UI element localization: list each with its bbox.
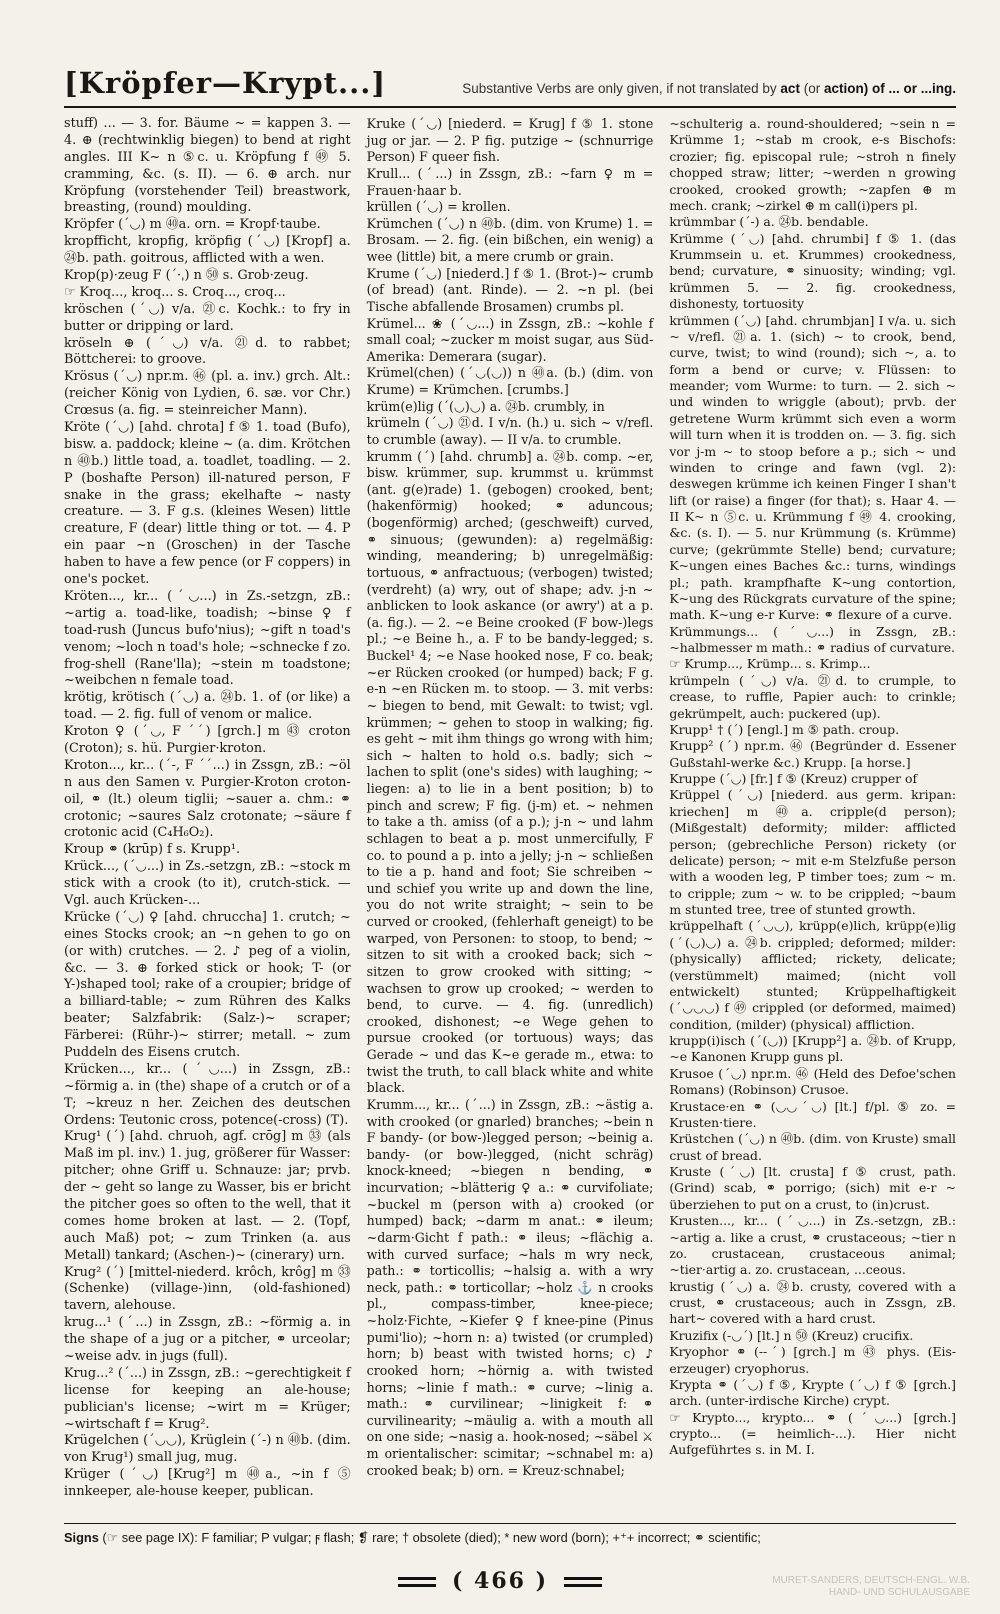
dictionary-entry: Krümmungs... (ˊ◡...) in Zssgn, zB.: ~halbmesser m math.: ⚭ radius of curvature. bbox=[669, 623, 956, 655]
footer-rule bbox=[64, 1523, 956, 1524]
dictionary-entry: Kröpfer (ˊ◡) m ㊵a. orn. = Kropf·taube. bbox=[64, 217, 321, 233]
column-left bbox=[64, 116, 351, 1501]
header-note-action: action) bbox=[823, 81, 869, 96]
dictionary-entry: krupp(i)isch (ˊ(◡)) [Krupp²] a. ㉔b. of Krupp, ~e Kanonen Krupp guns pl. bbox=[669, 1033, 956, 1065]
dictionary-entry: Kryophor ⚭ (--ˊ) [grch.] m ㊸ phys. (Eis-erzeuger) cryophorus. bbox=[669, 1344, 956, 1376]
dictionary-entry: Kröten..., kr... (ˊ◡...) in Zs.-setzgn, zB.: ~artig a. toad-like, toadish; ~binse ♀ f toad-rush (Juncus bufo'nius); ~gift n toad's venom; ~loch n toad's hole; ~schnecke f zo. frog-shell (Rane'lla); ~stein m toadstone; ~weibchen n female toad. bbox=[64, 588, 351, 689]
dictionary-entry: Krypta ⚭ (ˊ◡) f ⑤, Krypte (ˊ◡) f ⑤ [grch.] arch. (unter-irdische Kirche) crypt. bbox=[669, 1376, 956, 1409]
column-middle bbox=[367, 116, 654, 1501]
page-header bbox=[64, 60, 956, 108]
dictionary-entry: Krümel(chen) (ˊ◡(◡)) n ㊵a. (b.) (dim. von Krume) = Krümchen. [crumbs.] bbox=[366, 365, 654, 397]
dictionary-entry: kropfficht, kropfig, kröpfig (ˊ◡) [Kropf] a. ㉔b. path. goitrous, afflicted with a wen. bbox=[64, 234, 351, 267]
dictionary-entry: ~schulterig a. round-shouldered; ~sein n = Krümme 1; ~stab m crook, e-s Bischofs: crozier; fig. episcopal rule; ~stroh n finely chopped straw; litter; ~werden n growing crooked, crooked growth; ~zapfen ⊕ m mech. crank; ~zirkel ⊕ m call(i)pers pl. bbox=[669, 116, 956, 213]
dictionary-entry: Krück..., (ˊ◡...) in Zs.-setzgn, zB.: ~stock m stick with a crook (to it), crutch-stick. — Vgl. auch Krücken-... bbox=[64, 859, 351, 908]
dictionary-entry: kröschen (ˊ◡) v/a. ㉑c. Kochk.: to fry in butter or dripping or lard. bbox=[64, 301, 351, 334]
dictionary-entry: Kruzifix (-◡ˊ) [lt.] n ㊿ (Kreuz) crucifix. bbox=[669, 1327, 914, 1343]
dictionary-entry: Kroup ⚭ (krūp) f s. Krupp¹. bbox=[64, 842, 241, 858]
dictionary-entry: Krumm..., kr... (ˊ...) in Zssgn, zB.: ~ästig a. with crooked (or gnarled) branches; ~bein n F bandy- (or bow-)legged person; ~beinig a. bandy- (or bow-)legged, (nicht schräg) knock-kneed; ~biegen n bending, ⚭ incurvation; ~blätterig ♀ a.: ⚭ curvifoliate; ~buckel m (person with a) crooked (or humped) back; ~darm m anat.: ⚭ ileum; ~darm·Gicht f path.: ⚭ ileus; ~flächig a. with curved surface; ~hals m wry neck, path.: ⚭ torticollis; ~halsig a. with a wry neck, path.: ⚭ torticollar; ~holz ⚓ n crooks pl., compass-timber, knee-piece; ~holz·Fichte, ~Kiefer ♀ f knee-pine (Pinus pumi'lio); ~horn n: a) twisted (or crumpled) horn; b) beast with twisted horns; c) ♪ crooked horn; ~hörnig a. with twisted horns; ~linie f math.: ⚭ curve; ~linig a. math.: ⚭ curvilinear; ~linigkeit f: ⚭ curvilinearity; ~mäulig a. with a mouth all on one side; ~nasig a. hook-nosed; ~säbel ⚔ m orientalischer: scimitar; ~schnabel m: a) crooked beak; b) orn. = Kreuz·schnabel; bbox=[366, 1096, 654, 1478]
dictionary-entry: Krop(p)·zeug F (ˊ·ˌ) n ㊿ s. Grob·zeug. bbox=[64, 268, 309, 284]
dictionary-entry: Krüppel (ˊ◡) [niederd. aus germ. kripan: kriechen] m ㊵a. cripple(d person); (Mißgestalt) deformity; milder: afflicted person; (gebrechliche Person) rickety (or delicate) person; ~ mit e-m Stelzfuße person with a wooden leg, P timber toes; zum ~ m. to cripple; zum ~ w. to be crippled; ~baum m stunted tree, tree of stunted growth. bbox=[669, 787, 956, 917]
dictionary-entry: Krümel... ❀ (ˊ◡...) in Zssgn, zB.: ~kohle f small coal; ~zucker m moist sugar, aus Süd-Amerika: Demerara (sugar). bbox=[366, 315, 654, 364]
header-note-of: of ... or ...ing. bbox=[872, 81, 956, 96]
signs-label: Signs bbox=[64, 1530, 99, 1545]
dictionary-entry: Krüstchen (ˊ◡) n ㊵b. (dim. von Kruste) small crust of bread. bbox=[669, 1131, 956, 1163]
dictionary-entry: krümmbar (ˊ-) a. ㉔b. bendable. bbox=[669, 214, 869, 230]
dictionary-entry: krümeln (ˊ◡) ㉑d. I v/n. (h.) u. sich ~ v/refl. to crumble (away). — II v/a. to crumble. bbox=[366, 415, 654, 447]
dictionary-entry: Krustace·en ⚭ (◡◡ˊ◡) [lt.] f/pl. ⑤ zo. = Krusten·tiere. bbox=[669, 1098, 956, 1130]
stamp-line-1: MURET-SANDERS, DEUTSCH-ENGL. W.B. bbox=[772, 1575, 970, 1586]
dictionary-entry: Kruppe (ˊ◡) [fr.] f ⑤ (Kreuz) crupper of bbox=[669, 771, 918, 786]
dictionary-entry: Krücken..., kr... (ˊ◡...) in Zssgn, zB.: ~förmig a. in (the) shape of a crutch or of a T; ~kreuz n her. Zeichen des deutschen Ordens: Teutonic cross, potence(-cross) (T). bbox=[64, 1061, 351, 1128]
dictionary-entry: krumm (ˊ) [ahd. chrumb] a. ㉔b. comp. ~er, bisw. krümmer, sup. krummst u. krümmst (ant. g(e)rade) 1. (gebogen) crooked, bent; (hakenförmig) hooked; ⚭ aduncous; (bogenförmig) arched; (geschweift) curved, ⚭ sinuous; (gewunden): a) regelmäßig: winding, meandering; b) unregelmäßig: tortuous, ⚭ anfractuous; (verbogen) twisted; (verdreht) (a) wry, out of shape; adv. j-n ~ anblicken to look askance (or awry') at a p. (a. fig.). — 2. ~e Beine crooked (F bow-)legs pl.; ~e Beine h., a. F to be bandy-legged; s. Buckel¹ 4; ~e Nase hooked nose, F co. beak; ~er Rücken crooked (or humped) back; F g. e-n ~en Rücken m. to stoop. — 3. mit verbs: ~ biegen to bend, mit Gewalt: to twist; vgl. krümmen; ~ gehen to stoop in walking; fig. es geht ~ mit ihm things go wrong with him; sich ~ halten to hold o.s. badly; sich ~ lachen to split (one's sides) with laughing; ~ liegen: a) to lie in a bent position; b) to pinch and screw; F fig. (j-m) et. ~ nehmen to take a th. amiss (of a p.); j-n ~ und lahm schlagen to beat a p. most unmercifully, F co. to pound a p. into a jelly; j-n ~ schließen to tie a p. hand and foot; Sie schreiben ~ und schief you write up and down the line, you do not write straight; ~ sein to be curved or crooked, (fehlerhaft geneigt) to be warped, von Personen: to stoop, to bend; ~ sitzen to sit with a crooked back; sich ~ sitzen to grow crooked with sitting; ~ wachsen to grow up crooked; ~ werden to bend, to curve. — 4. fig. (unredlich) crooked, dishonest; ~e Wege gehen to pursue crooked (or tortuous) ways; das Gerade ~ und das K~e gerade m., etwa: to twist the truth, to call black white and white black. bbox=[366, 448, 654, 1096]
faded-stamp bbox=[770, 1575, 970, 1599]
page-title: [Kröpfer—Krypt...] bbox=[64, 66, 387, 100]
dictionary-entry: Krug² (ˊ) [mittel-niederd. krôch, krôg] m ㉝ (Schenke) (village-)inn, (old-fashioned) tavern, alehouse. bbox=[64, 1264, 351, 1314]
header-note-act: act bbox=[780, 81, 800, 96]
dictionary-entry: Krug...² (ˊ...) in Zssgn, zB.: ~gerechtigkeit f license for keeping an ale-house; publician's license; ~wirt m = Krüger; ~wirtschaft f = Krug². bbox=[64, 1365, 351, 1432]
dictionary-entry: ☞ Krump..., Krümp... s. Krimp... bbox=[669, 656, 871, 672]
dictionary-entry: Krusten..., kr... (ˊ◡...) in Zs.-setzgn, zB.: ~artig a. like a crust, ⚭ crustaceous; ~tier n zo. crustacean, crustaceous animal; ~tier·artig a. zo. crustacean, ...ceous. bbox=[669, 1213, 956, 1278]
signs-text: F familiar; P vulgar; ϝ flash; ❡ rare; † obsolete (died); * new word (born); +⁺+ incorrect; ⚭ scientific; bbox=[201, 1530, 761, 1545]
dictionary-entry: ☞ Krypto..., krypto... ⚭ (ˊ◡...) [grch.] crypto... (= heimlich-...). Hier nicht Aufgeführtes s. in M. I. bbox=[669, 1409, 956, 1458]
dictionary-entry: Krügelchen (ˊ◡◡), Krüglein (ˊ-) n ㊵b. (dim. von Krug¹) small jug, mug. bbox=[64, 1433, 351, 1466]
dictionary-entry: Kroton..., kr... (ˊ-, F ˊˊ...) in Zssgn, zB.: ~öl n aus den Samen v. Purgier-Kroton croton-oil, ⚭ (lt.) oleum tiglii; ~sauer a. chm.: ⚭ crotonic; ~saures Salz crotonate; ~säure f crotonic acid (C₄H₆O₂). bbox=[64, 757, 351, 841]
dictionary-entry: Krug¹ (ˊ) [ahd. chruoh, agf. crōg] m ㉝ (als Maß im pl. inv.) 1. jug, größerer für Wasser: pitcher; ohne Griff u. Schnauze: jar; prvb. der ~ geht so lange zu Wasser, bis er bricht the pitcher goes so often to the well, that it comes home broken at last. — 2. (Topf, auch Maß) pot; ~ zum Trinken (a. aus Metall) tankard; (Aschen-)~ (cinerary) urn. bbox=[64, 1129, 351, 1263]
dictionary-entry: Krümchen (ˊ◡) n ㊵b. (dim. von Krume) 1. = Brosam. — 2. fig. (ein bißchen, ein wenig) a wee (little) bit, a mere crumb or grain. bbox=[366, 215, 654, 264]
dictionary-entry: Krull... (ˊ...) in Zssgn, zB.: ~farn ♀ m = Frauen·haar b. bbox=[366, 165, 654, 198]
dictionary-entry: Krösus (ˊ◡) npr.m. ㊻ (pl. a. inv.) grch. Alt.: (reicher König von Lydien, 6. sæ. vor Chr.) Crœsus (a. fig. = steinreicher Mann). bbox=[64, 369, 351, 419]
dictionary-entry: krötig, krötisch (ˊ◡) a. ㉔b. 1. of (or like) a toad. — 2. fig. full of venom or malice. bbox=[64, 690, 351, 723]
dictionary-entry: krümmen (ˊ◡) [ahd. chrumbjan] I v/a. u. sich ~ v/refl. ㉑a. 1. (sich) ~ to crook, bend, curve, twist; to wind (round); sich ~, a. to form a bend or curve; v. Flüssen: to meander; vom Wurme: to turn. — 2. sich ~ und winden to wriggle (about); prvb. der getretene Wurm krümmt sich even a worm will turn when it is trodden on. — 3. fig. sich vor j-m ~ to stoop before a p.; sich ~ und winden to cringe and fawn (vgl. 2): deswegen krümme ich keinen Finger I shan't lift (or raise) a finger (for that); s. Haar 4. — II K~ n ⑤c. u. Krümmung f ㊾ 4. crooking, &c. (s. I). — 5. nur Krümmung (s. Krümme) curve; (gekrümmte Stelle) bend; curvature; K~ungen eines Baches &c.: turns, windings pl.; path. krampfhafte K~ung contortion, K~ung des Rückgrats curvature of the spine; math. K~ung e-r Kurve: ⚭ flexure of a curve. bbox=[669, 312, 956, 623]
column-right bbox=[669, 116, 956, 1501]
page-number-text: ( 466 ) bbox=[451, 1568, 549, 1594]
page-number-rule-right bbox=[564, 1577, 602, 1587]
signs-see: (☞ see page IX): bbox=[102, 1530, 198, 1545]
dictionary-entry: Kroton ♀ (ˊ◡, F ˊˊ) [grch.] m ㊸ croton (Croton); s. hü. Purgier·kroton. bbox=[64, 724, 351, 756]
dictionary-entry: Kruke (ˊ◡) [niederd. = Krug] f ⑤ 1. stone jug or jar. — 2. P fig. putzige ~ (schnurrige Person) F queer fish. bbox=[366, 116, 654, 165]
dictionary-entry: krümpeln (ˊ◡) v/a. ㉑d. to crumple, to crease, to ruffle, Papier auch: to crinkle; gekrümpelt, auch: puckered (up). bbox=[669, 672, 956, 721]
dictionary-entry: Krume (ˊ◡) [niederd.] f ⑤ 1. (Brot-)~ crumb (of bread) (ant. Rinde). — 2. ~n pl. (bei Tische abfallende Brosamen) crumbs pl. bbox=[366, 265, 654, 314]
dictionary-entry: Kruste (ˊ◡) [lt. crusta] f ⑤ crust, path. (Grind) scab, ⚭ porrigo; (sich) mit e-r ~ überziehen to put on a crust, to (in)crust. bbox=[669, 1164, 956, 1212]
dictionary-entry: Kröte (ˊ◡) [ahd. chrota] f ⑤ 1. toad (Bufo), bisw. a. paddock; kleine ~ (a. dim. Krötchen n ㊵b.) little toad, a. toadlet, toadling. — 2. P (boshafte Person) ill-natured person, F snake in the grass; ekelhafte ~ nasty creature. — 3. F g.s. (kleines Wesen) little creature, F (dear) little thing or tot. — 4. P ein paar ~n (Groschen) in der Tasche haben to have a few pence (or F coppers) in one's pocket. bbox=[64, 420, 351, 588]
dictionary-entry: krüllen (ˊ◡) = krollen. bbox=[366, 199, 511, 215]
dictionary-entry: Krupp¹ † (ˊ) [engl.] m ⑤ path. croup. bbox=[669, 721, 900, 737]
dictionary-entry: Krusoe (ˊ◡) npr.m. ㊻ (Held des Defoe'schen Romans) (Robinson) Crusoe. bbox=[669, 1065, 956, 1098]
dictionary-entry: stuff) ... — 3. for. Bäume ~ = kappen 3. — 4. ⊕ (rechtwinklig biegen) to bend at right angles. III K~ n ⑤c. u. Kröpfung f ㊾ 5. cramming, &c. (s. II). — 6. ⊕ arch. nur Kröpfung (vorstehender Teil) breastwork, breasting, (round) moulding. bbox=[64, 116, 351, 216]
dictionary-entry: kröseln ⊕ (ˊ◡) v/a. ㉑d. to rabbet; Böttcherei: to groove. bbox=[64, 335, 351, 368]
dictionary-entry: krug...¹ (ˊ...) in Zssgn, zB.: ~förmig a. in the shape of a jug or a pitcher, ⚭ urceolar; ~weise adv. in jugs (full). bbox=[64, 1315, 351, 1365]
dictionary-entry: krüm(e)lig (ˊ(◡)◡) a. ㉔b. crumbly, in bbox=[366, 398, 605, 414]
page-number-rule-left bbox=[398, 1577, 436, 1587]
signs-legend bbox=[64, 1530, 956, 1546]
entry-columns bbox=[64, 116, 956, 1501]
header-note-prefix: Substantive Verbs are only given, if not translated by bbox=[462, 81, 777, 96]
stamp-line-2: HAND- UND SCHULAUSGABE bbox=[828, 1587, 970, 1598]
dictionary-entry: krüppelhaft (ˊ◡◡), krüpp(e)lich, krüpp(e)lig (ˊ(◡)◡) a. ㉔b. crippled; deformed; milder: (physically) afflicted; rickety, delicate; (verstümmelt) maimed; (nicht voll entwickelt) stunted; Krüppelhaftigkeit (ˊ◡◡◡) f ㊾ crippled (or deformed, maimed) condition, (milder) (physical) affliction. bbox=[669, 918, 956, 1032]
dictionary-entry: Krupp² (ˊ) npr.m. ㊻ (Begründer d. Essener Gußstahl-werke &c.) Krupp. [a horse.] bbox=[669, 738, 956, 770]
dictionary-entry: Krümme (ˊ◡) [ahd. chrumbi] f ⑤ 1. (das Krummsein u. et. Krummes) crookedness, bend; curvature, ⚭ sinuosity; winding; vgl. krümmen 5. — 2. fig. crookedness, dishonesty, tortuosity bbox=[669, 230, 956, 312]
dictionary-entry: Krüger (ˊ◡) [Krug²] m ㊵a., ~in f ⑤ innkeeper, ale-house keeper, publican. bbox=[64, 1467, 351, 1500]
dictionary-entry: ☞ Kroq..., kroq... s. Croq..., croq... bbox=[64, 284, 286, 300]
header-note bbox=[386, 81, 956, 100]
dictionary-entry: Krücke (ˊ◡) ♀ [ahd. chruccha] 1. crutch; ~ eines Stocks crook; an ~n gehen to go on (or with) crutches. — 2. ♪ peg of a violin, &c. — 3. ⊕ forked stick or hook; T- (or Y-)shaped tool; rake of a croupier; bridge of a billiard-table; ~ zum Rühren des Kalks beater; Salzfabrik: (Salz-)~ scraper; Färberei: (Rühr-)~ stirrer; metall. ~ zum Puddeln des Eisens crutch. bbox=[64, 909, 351, 1060]
header-note-or: (or bbox=[803, 81, 821, 96]
dictionary-entry: krustig (ˊ◡) a. ㉔b. crusty, covered with a crust, ⚭ crustaceous; auch in Zssgn, zB. hart~ covered with a hard crust. bbox=[669, 1278, 956, 1327]
